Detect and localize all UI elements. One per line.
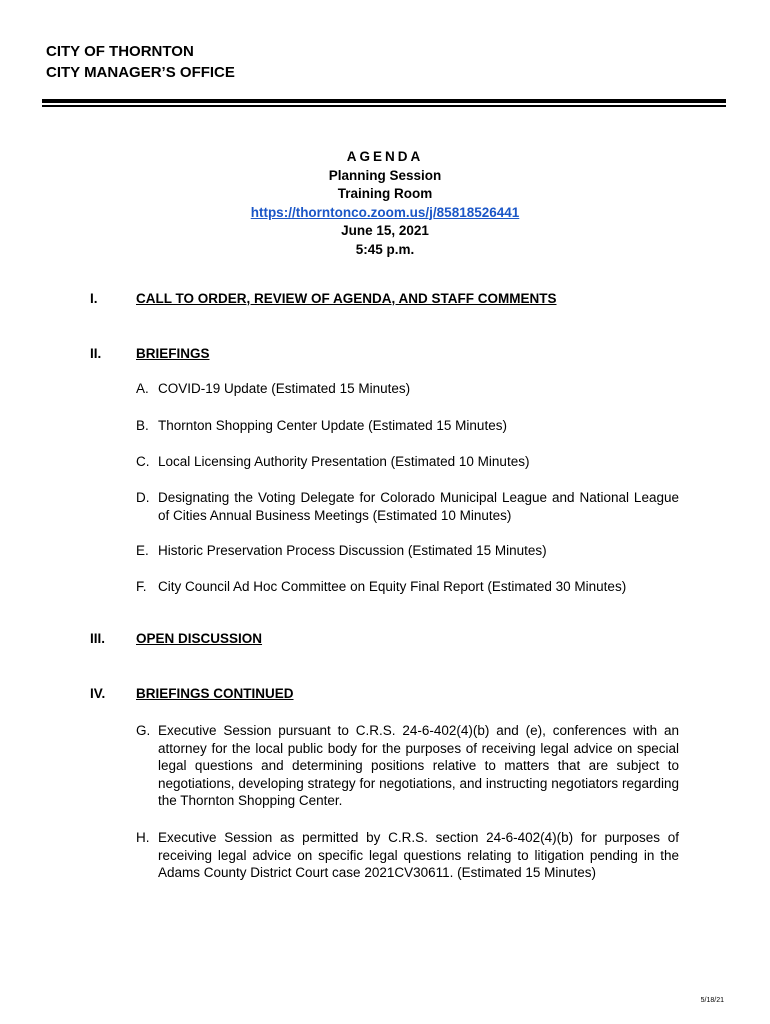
section-title: BRIEFINGS CONTINUED [136, 686, 294, 701]
agenda-item [136, 542, 679, 560]
item-text: Thornton Shopping Center Update (Estimated 15 Minutes) [158, 418, 507, 433]
agenda-item [136, 453, 679, 471]
meeting-room: Training Room [337, 186, 433, 201]
section-title: BRIEFINGS [136, 346, 210, 361]
section-number: I. [90, 291, 98, 306]
section-title: CALL TO ORDER, REVIEW OF AGENDA, AND STAFF COMMENTS [136, 291, 557, 306]
item-text: Executive Session as permitted by C.R.S. section 24-6-402(4)(b) for purposes of receiving legal advice on specific legal questions relating to litigation pending in the Adams County District Court case 2021CV30611. (Estimated 15 Minutes) [158, 830, 679, 880]
item-text: Historic Preservation Process Discussion (Estimated 15 Minutes) [158, 543, 547, 558]
document-header [46, 41, 235, 83]
section-title: OPEN DISCUSSION [136, 631, 263, 646]
section-number: II. [90, 346, 102, 361]
item-letter: F. [136, 579, 147, 594]
header-rule-thin [42, 105, 726, 107]
section-number: III. [90, 631, 106, 646]
header-rule-thick [42, 99, 726, 103]
footer-date: 5/18/21 [700, 997, 724, 1004]
item-text: City Council Ad Hoc Committee on Equity Final Report (Estimated 30 Minutes) [158, 579, 627, 594]
header-office: CITY MANAGER’S OFFICE [46, 64, 235, 81]
meeting-date: June 15, 2021 [341, 223, 429, 238]
agenda-item [136, 829, 679, 882]
item-letter: H. [136, 830, 150, 845]
agenda-item [136, 417, 679, 435]
meeting-time: 5:45 p.m. [355, 241, 415, 257]
item-text: Executive Session pursuant to C.R.S. 24-6-402(4)(b) and (e), conferences with an attorney for the local public body for the purposes of receiving legal advice on special legal questions and determining positions relative to matters that are subject to negotiations, developing strategy for negotiations, and instructing negotiators regarding the Thornton Shopping Center. [158, 723, 679, 808]
agenda-item [136, 380, 679, 398]
item-letter: E. [136, 543, 149, 558]
item-text: Local Licensing Authority Presentation (Estimated 10 Minutes) [158, 454, 530, 469]
agenda-heading: AGENDA [346, 149, 424, 164]
item-text: COVID-19 Update (Estimated 15 Minutes) [158, 381, 411, 396]
agenda-item [136, 489, 679, 524]
section-number: IV. [90, 686, 106, 701]
item-letter: D. [136, 490, 150, 505]
agenda-title-block [0, 148, 770, 259]
agenda-item [136, 722, 679, 810]
agenda-item [136, 578, 679, 596]
item-letter: B. [136, 418, 149, 433]
item-letter: C. [136, 454, 150, 469]
session-name: Planning Session [328, 167, 442, 183]
item-letter: A. [136, 381, 149, 396]
header-city: CITY OF THORNTON [46, 43, 194, 60]
item-text: Designating the Voting Delegate for Colorado Municipal League and National League of Cities Annual Business Meetings (Estimated 10 Minutes) [158, 490, 679, 523]
zoom-link[interactable]: https://thorntonco.zoom.us/j/85818526441 [250, 204, 520, 220]
item-letter: G. [136, 723, 151, 738]
